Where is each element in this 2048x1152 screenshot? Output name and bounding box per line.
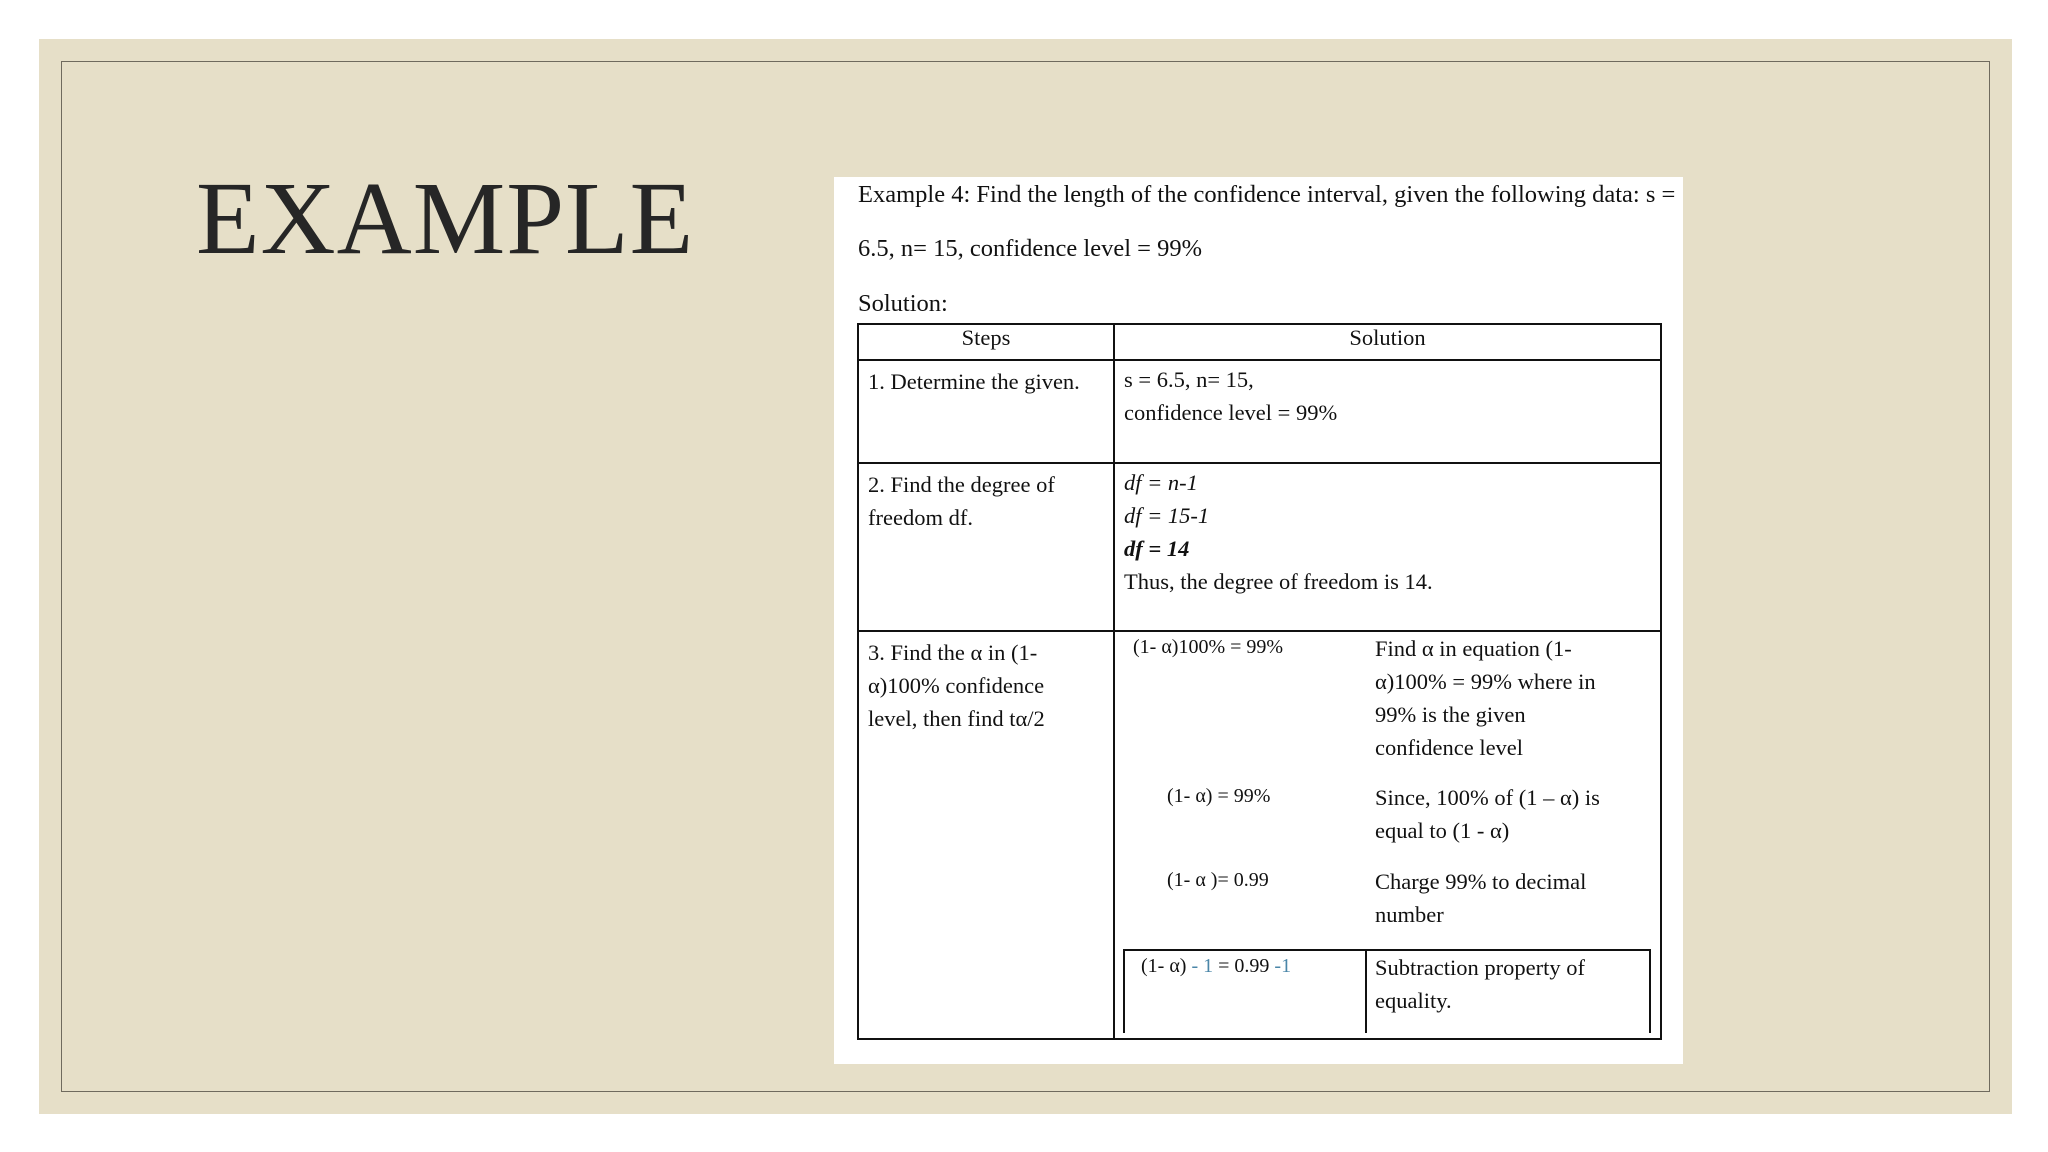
step-1-text: 1. Determine the given. — [868, 369, 1080, 394]
explanation-text: Since, 100% of (1 – α) is equal to (1 - α) — [1375, 785, 1600, 843]
step-3-text-line: α)100% confidence — [868, 673, 1045, 698]
table-header-steps: Steps — [858, 324, 1114, 360]
solution-line: df = n-1 — [1124, 470, 1198, 495]
solution-table — [857, 323, 1662, 1040]
equation-line: (1- α )= 0.99 — [1167, 869, 1269, 891]
slide-title: EXAMPLE — [196, 161, 695, 276]
step-2-text-line-1: 2. Find the degree of — [868, 472, 1055, 497]
equation-part: = 0.99 — [1213, 955, 1270, 977]
equation-part-blue: -1 — [1269, 955, 1292, 977]
equation-line: (1- α) = 99% — [1167, 785, 1271, 807]
step-3-cell — [858, 631, 1114, 1039]
step-1-cell — [858, 360, 1114, 463]
solution-label: Solution: — [858, 290, 948, 317]
equation-line — [1141, 955, 1291, 978]
table-row — [858, 463, 1661, 631]
solution-line: s = 6.5, n= 15, — [1124, 367, 1254, 392]
step-2-cell — [858, 463, 1114, 631]
step-2-solution — [1114, 463, 1661, 631]
table-row — [858, 360, 1661, 463]
equation-line: (1- α)100% = 99% — [1133, 636, 1284, 658]
step-1-solution — [1114, 360, 1661, 463]
step-3-text-line: 3. Find the α in (1- — [868, 640, 1038, 665]
step-3-solution — [1114, 631, 1661, 1039]
slide — [39, 39, 2012, 1114]
step-3-sub-grid — [1115, 632, 1660, 1034]
step-3-text-line: level, then find tα/2 — [868, 706, 1045, 731]
solution-line: df = 14 — [1124, 536, 1190, 561]
example-document-image — [834, 177, 1683, 1064]
step-2-text-line-2: freedom df. — [868, 505, 973, 530]
inner-step-box — [1123, 949, 1651, 1033]
equation-part: (1- α) — [1141, 955, 1187, 977]
problem-text-line-1: Example 4: Find the length of the confidence interval, given the following data: s = — [858, 181, 1676, 208]
explanation-text: Charge 99% to decimal number — [1375, 869, 1587, 927]
table-header-solution: Solution — [1114, 324, 1661, 360]
problem-text-line-2: 6.5, n= 15, confidence level = 99% — [858, 235, 1202, 262]
solution-line: Thus, the degree of freedom is 14. — [1124, 569, 1433, 594]
solution-line: confidence level = 99% — [1124, 400, 1338, 425]
explanation-text: Subtraction property of equality. — [1375, 955, 1585, 1013]
table-row — [858, 631, 1661, 1039]
equation-part-blue: - 1 — [1186, 955, 1214, 977]
solution-line: df = 15-1 — [1124, 503, 1210, 528]
explanation-text: Find α in equation (1- α)100% = 99% where in 99% is the given confidence level — [1375, 636, 1596, 760]
inner-box-divider — [1365, 951, 1367, 1033]
